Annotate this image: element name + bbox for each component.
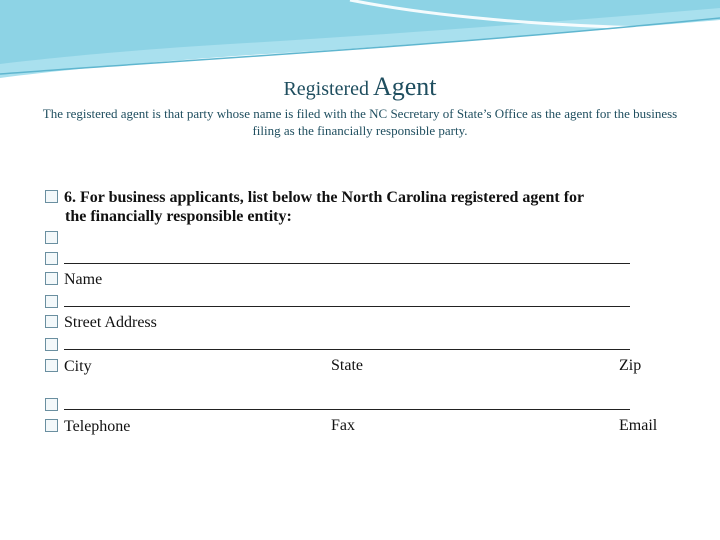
intro-text: The registered agent is that party whose name is filed with the NC Secretary of State’s Office as the agent for the business filing as the financially responsible party. <box>42 106 678 138</box>
page-title <box>0 72 720 102</box>
street-address-label: Street Address <box>64 314 157 331</box>
checkbox[interactable] <box>45 315 58 328</box>
state-label: State <box>331 357 363 374</box>
city-state-zip-input-line[interactable] <box>64 336 630 350</box>
name-input-line[interactable] <box>64 250 630 264</box>
telephone-label: Telephone <box>64 418 131 435</box>
street-line-row <box>45 293 630 312</box>
blank-row <box>45 229 64 248</box>
phone-line-row <box>45 396 630 415</box>
fax-label: Fax <box>331 417 355 434</box>
decorative-banner <box>0 0 720 80</box>
telephone-label-row <box>45 417 130 436</box>
question-line-1: 6. For business applicants, list below the North Carolina registered agent for <box>64 189 585 206</box>
street-label-row <box>45 313 157 332</box>
name-line-row <box>45 250 630 269</box>
checkbox[interactable] <box>45 252 58 265</box>
name-label-row <box>45 270 102 289</box>
street-input-line[interactable] <box>64 293 630 307</box>
city-label-row <box>45 357 92 376</box>
contact-input-line[interactable] <box>64 396 630 410</box>
checkbox[interactable] <box>45 419 58 432</box>
name-label: Name <box>64 271 103 288</box>
checkbox[interactable] <box>45 398 58 411</box>
checkbox[interactable] <box>45 231 58 244</box>
title-word-registered: Registered <box>283 78 369 100</box>
question-line-2: the financially responsible entity: <box>65 208 292 225</box>
zip-label: Zip <box>619 357 642 374</box>
city-line-row <box>45 336 630 355</box>
checkbox[interactable] <box>45 359 58 372</box>
checkbox[interactable] <box>45 190 58 203</box>
title-word-agent: Agent <box>372 72 437 101</box>
email-label: Email <box>619 417 658 434</box>
question-6 <box>45 188 584 226</box>
checkbox[interactable] <box>45 272 58 285</box>
city-label: City <box>64 358 92 375</box>
checkbox[interactable] <box>45 338 58 351</box>
checkbox[interactable] <box>45 295 58 308</box>
